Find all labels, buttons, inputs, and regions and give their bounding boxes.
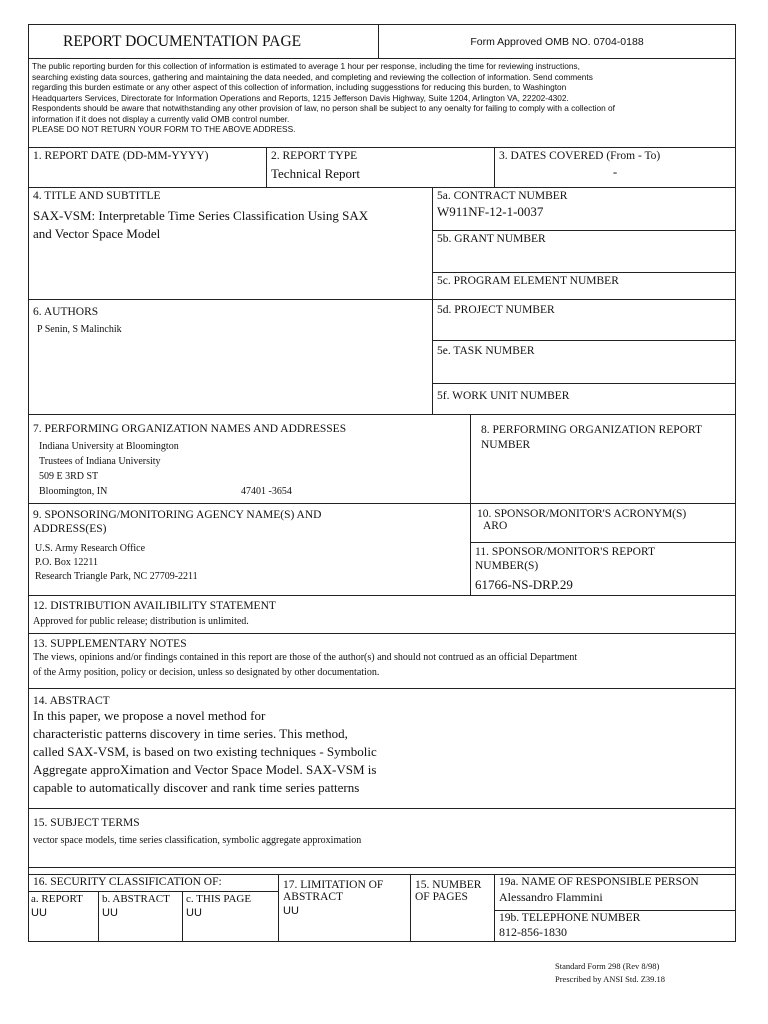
report-date-field xyxy=(29,148,267,187)
dates-covered-label: 3. DATES COVERED (From - To) xyxy=(499,150,661,162)
notice-line: The public reporting burden for this collection of information is estimated to average 1 hour per response, including the time for reviewing instructions, xyxy=(32,61,580,71)
abstract-field xyxy=(29,689,735,808)
performing-org-label: 7. PERFORMING ORGANIZATION NAMES AND ADDRESSES xyxy=(33,423,347,435)
performing-report-label: 8. PERFORMING ORGANIZATION REPORT NUMBER xyxy=(481,424,702,451)
task-number-field xyxy=(433,341,735,384)
distribution-field xyxy=(29,596,735,633)
report-date-row xyxy=(28,148,736,188)
abstract-label: 14. ABSTRACT xyxy=(33,695,110,707)
dates-covered-field xyxy=(495,148,735,187)
security-abstract-label: b. ABSTRACT xyxy=(102,893,170,905)
abstract-row xyxy=(28,689,736,809)
distribution-row xyxy=(28,596,736,634)
security-abstract-value: UU xyxy=(102,907,118,919)
distribution-label: 12. DISTRIBUTION AVAILIBILITY STATEMENT xyxy=(33,600,276,612)
security-classification-field xyxy=(29,875,279,941)
org-address-line: Indiana University at Bloomington xyxy=(39,441,179,452)
authors-row xyxy=(28,300,736,415)
performing-org-field xyxy=(29,415,471,503)
responsible-person-label: 19a. NAME OF RESPONSIBLE PERSON xyxy=(499,876,699,888)
subject-terms-label: 15. SUBJECT TERMS xyxy=(33,817,140,829)
abstract-line: called SAX-VSM, is based on two existing techniques - Symbolic xyxy=(33,744,377,759)
performing-report-field xyxy=(471,415,735,503)
security-page-field xyxy=(183,892,278,941)
subject-terms-row xyxy=(28,809,736,868)
agency-address-line: U.S. Army Research Office xyxy=(35,543,146,554)
agency-address-line: P.O. Box 12211 xyxy=(35,557,98,568)
notice-line: Respondents should be aware that notwithstanding any other provision of law, no person shall be subject to any oenalty for failing to comply with a collection of xyxy=(32,103,615,113)
security-page-value: UU xyxy=(186,907,202,919)
abstract-line: In this paper, we propose a novel method for xyxy=(33,708,266,723)
title-value: SAX-VSM: Interpretable Time Series Classification Using SAX xyxy=(33,208,369,223)
form-footer xyxy=(555,960,665,986)
supplementary-notes-field xyxy=(29,634,735,688)
project-number-label: 5d. PROJECT NUMBER xyxy=(437,304,555,316)
authors-field xyxy=(29,300,433,414)
security-abstract-field xyxy=(99,892,183,941)
security-report-value: UU xyxy=(31,907,47,919)
notice-line: searching existing data sources, gathering and maintaining the data needed, and completing and reviewing the collection of information. Send comments xyxy=(32,71,593,82)
contract-number-field xyxy=(433,188,735,231)
grant-number-label: 5b. GRANT NUMBER xyxy=(437,233,546,245)
program-element-label: 5c. PROGRAM ELEMENT NUMBER xyxy=(437,275,619,287)
report-type-label: 2. REPORT TYPE xyxy=(271,150,358,162)
security-page-label: c. THIS PAGE xyxy=(186,893,252,905)
authors-value: P Senin, S Malinchik xyxy=(37,324,122,335)
sponsor-acronym-field xyxy=(471,504,735,543)
report-type-field xyxy=(267,148,495,187)
authors-label: 6. AUTHORS xyxy=(33,306,99,318)
contract-number-value: W911NF-12-1-0037 xyxy=(437,204,544,219)
sponsoring-agency-field xyxy=(29,504,471,595)
subject-terms-value: vector space models, time series classification, symbolic aggregate approximation xyxy=(33,835,362,846)
limitation-label: ABSTRACT xyxy=(283,891,344,903)
standard-form-label: Standard Form 298 (Rev 8/98) xyxy=(555,961,660,971)
number-of-pages-label: 15. NUMBER xyxy=(415,879,482,891)
security-classification-label: 16. SECURITY CLASSIFICATION OF: xyxy=(33,876,222,888)
supplementary-notes-line: The views, opinions and/or findings contained in this report are those of the author(s) and should not contrued as an official Department xyxy=(33,652,578,663)
burden-notice xyxy=(28,59,736,148)
title-value: and Vector Space Model xyxy=(33,226,161,241)
security-report-label: a. REPORT xyxy=(31,893,83,905)
notice-line: regarding this burden estimate or any other aspect of this collection of information, including suggesstions for reducing this burden, to Washington xyxy=(32,82,567,92)
report-documentation-form xyxy=(28,24,736,942)
supplementary-notes-label: 13. SUPPLEMENTARY NOTES xyxy=(33,638,187,650)
number-of-pages-label: OF PAGES xyxy=(415,891,468,903)
sponsoring-row xyxy=(28,504,736,596)
notice-line: information if it does not display a currently valid OMB control number. xyxy=(32,113,290,124)
grant-number-field xyxy=(433,231,735,273)
number-of-pages-field xyxy=(411,875,495,941)
sponsor-acronym-value: ARO xyxy=(483,520,508,532)
sponsor-report-number-field xyxy=(471,543,735,595)
ansi-label: Prescribed by ANSI Std. Z39.18 xyxy=(555,974,666,984)
org-city: Bloomington, IN xyxy=(39,486,108,497)
abstract-line: Aggregate approXimation and Vector Space Model. SAX-VSM is xyxy=(33,762,377,777)
sponsor-acronym-label: 10. SPONSOR/MONITOR'S ACRONYM(S) xyxy=(477,508,687,520)
security-report-field xyxy=(29,892,99,941)
sponsor-report-number-label: 11. SPONSOR/MONITOR'S REPORT NUMBER(S) xyxy=(475,546,655,572)
contract-number-label: 5a. CONTRACT NUMBER xyxy=(437,190,568,202)
report-type-value: Technical Report xyxy=(271,166,360,181)
classification-row xyxy=(28,874,736,942)
telephone-label: 19b. TELEPHONE NUMBER xyxy=(499,912,641,924)
org-zip: 47401 -3654 xyxy=(241,486,292,497)
responsible-person-value: Alessandro Flammini xyxy=(499,890,603,904)
task-number-label: 5e. TASK NUMBER xyxy=(437,345,535,357)
limitation-field xyxy=(279,875,411,941)
abstract-line: characteristic patterns discovery in time series. This method, xyxy=(33,726,348,741)
telephone-field xyxy=(495,911,735,941)
sponsoring-agency-label: 9. SPONSORING/MONITORING AGENCY NAME(S) AND ADDRESS(ES) xyxy=(33,509,322,535)
abstract-line: capable to automatically discover and rank time series patterns xyxy=(33,780,360,795)
notice-line: PLEASE DO NOT RETURN YOUR FORM TO THE ABOVE ADDRESS. xyxy=(32,124,296,134)
limitation-value: UU xyxy=(283,905,299,917)
title-field xyxy=(29,188,433,299)
program-element-field xyxy=(433,273,735,299)
performing-org-row xyxy=(28,415,736,504)
notice-line: Headquarters Services, Directorate for Information Operations and Reports, 1215 Jefferson Davis Highway, Suite 1204, Arlington VA, 22202-4302. xyxy=(32,92,569,103)
subject-terms-field xyxy=(29,809,735,867)
org-address-line: Trustees of Indiana University xyxy=(39,456,161,467)
supplementary-row xyxy=(28,634,736,689)
dates-covered-value: - xyxy=(612,164,618,179)
supplementary-notes-line: of the Army position, policy or decision, unless so designated by other documentation. xyxy=(33,667,380,678)
telephone-value: 812-856-1830 xyxy=(499,925,567,939)
sponsor-report-number-value: 61766-NS-DRP.29 xyxy=(475,577,573,592)
title-row xyxy=(28,188,736,300)
work-unit-number-label: 5f. WORK UNIT NUMBER xyxy=(437,390,570,402)
project-number-field xyxy=(433,300,735,341)
title-label: 4. TITLE AND SUBTITLE xyxy=(33,190,161,202)
responsible-person-field xyxy=(495,875,735,911)
limitation-label: 17. LIMITATION OF xyxy=(283,879,384,891)
form-approval: Form Approved OMB NO. 0704-0188 xyxy=(470,35,644,48)
distribution-value: Approved for public release; distribution is unlimited. xyxy=(33,616,249,627)
agency-address-line: Research Triangle Park, NC 27709-2211 xyxy=(35,571,198,582)
report-date-label: 1. REPORT DATE (DD-MM-YYYY) xyxy=(33,150,209,162)
org-address-line: 509 E 3RD ST xyxy=(39,471,99,482)
page-title: REPORT DOCUMENTATION PAGE xyxy=(63,32,302,50)
form-header xyxy=(28,24,736,59)
work-unit-number-field xyxy=(433,384,735,414)
